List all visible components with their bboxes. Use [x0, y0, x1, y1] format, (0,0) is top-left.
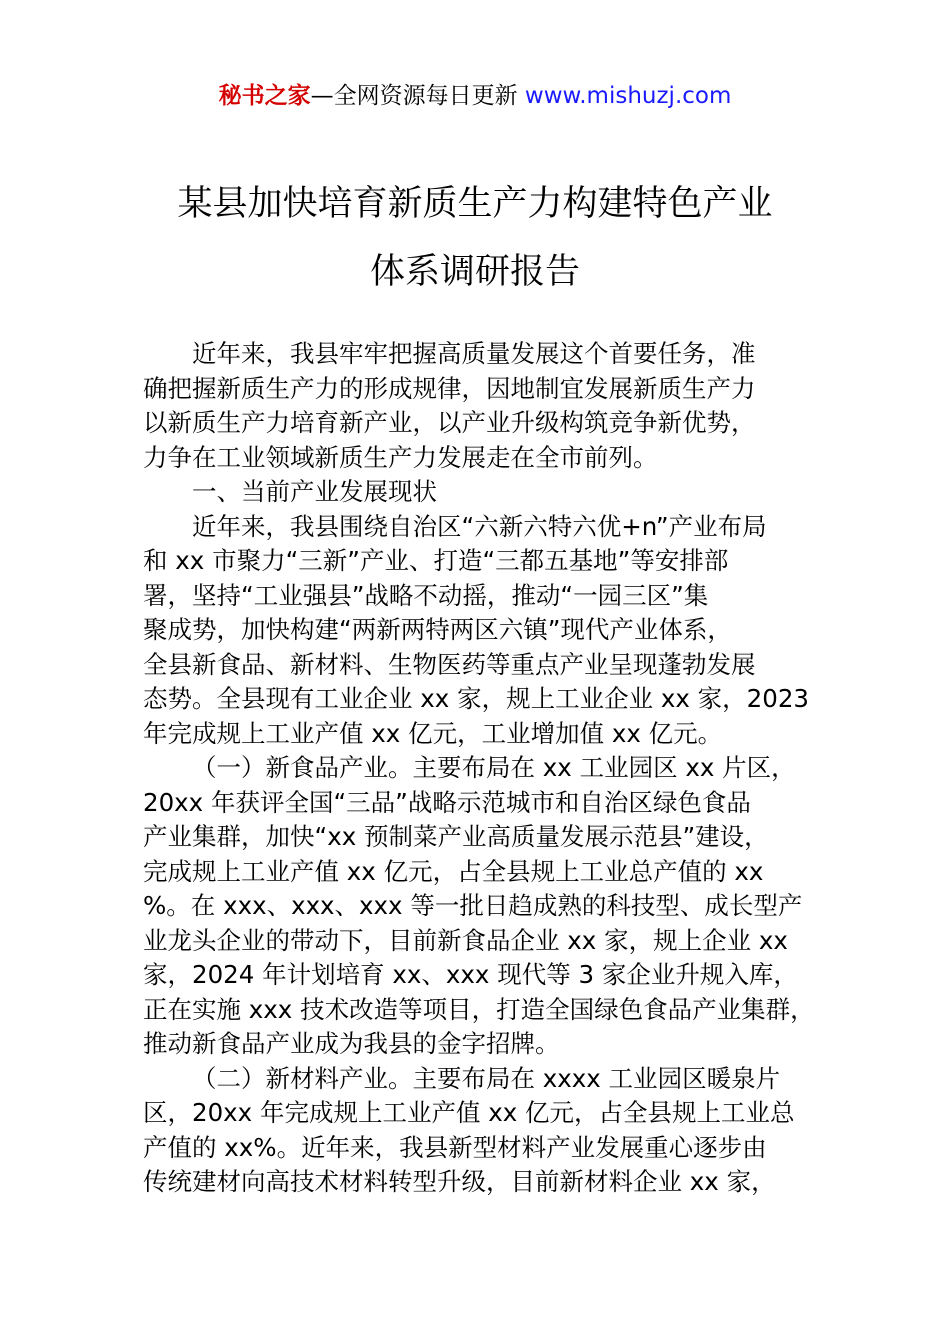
document-title-line-1: 某县加快培育新质生产力构建特色产业 — [177, 184, 773, 224]
paragraph-2-line: 近年来，我县围绕自治区“六新六特六优+n”产业布局 — [192, 511, 767, 541]
paragraph-1-line: 确把握新质生产力的形成规律，因地制宜发展新质生产力 — [143, 373, 756, 403]
paragraph-3-line: 产业集群，加快“xx 预制菜产业高质量发展示范县”建设， — [143, 822, 769, 851]
site-brand: 秘书之家 — [218, 83, 311, 109]
paragraph-3-line: %。在 xxx、xxx、xxx 等一批日趋成熟的科技型、成长型产 — [143, 891, 803, 920]
paragraph-3-line: 20xx 年获评全国“三品”战略示范城市和自治区绿色食品 — [143, 787, 751, 817]
paragraph-2-line: 和 xx 市聚力“三新”产业、打造“三都五基地”等安排部 — [143, 546, 729, 575]
paragraph-2-line: 聚成势，加快构建“两新两特两区六镇”现代产业体系， — [143, 615, 732, 644]
paragraph-1-line: 力争在工业领域新质生产力发展走在全市前列。 — [143, 442, 658, 472]
site-banner — [0, 80, 950, 112]
paragraph-4-line: 传统建材向高技术材料转型升级，目前新材料企业 xx 家， — [143, 1167, 776, 1196]
paragraph-4-line: 产值的 xx%。近年来，我县新型材料产业发展重心逐步由 — [143, 1132, 767, 1162]
paragraph-3-line: 完成规上工业产值 xx 亿元，占全县规上工业总产值的 xx — [143, 856, 764, 886]
section-heading-1: 一、当前产业发展现状 — [192, 477, 437, 506]
paragraph-4-line: （二）新材料产业。主要布局在 xxxx 工业园区暖泉片 — [192, 1063, 781, 1093]
site-url-link[interactable]: www.mishuzj.com — [524, 83, 732, 109]
paragraph-2-line: 年完成规上工业产值 xx 亿元，工业增加值 xx 亿元。 — [143, 718, 723, 748]
paragraph-3-line: （一）新食品产业。主要布局在 xx 工业园区 xx 片区， — [192, 753, 796, 782]
paragraph-1-line: 以新质生产力培育新产业，以产业升级构筑竞争新优势， — [143, 408, 756, 437]
paragraph-3-line: 推动新食品产业成为我县的金字招牌。 — [143, 1029, 560, 1058]
paragraph-2-line: 全县新食品、新材料、生物医药等重点产业呈现蓬勃发展 — [143, 649, 756, 679]
paragraph-1-line: 近年来，我县牢牢把握高质量发展这个首要任务，准 — [192, 339, 756, 368]
paragraph-3-line: 家，2024 年计划培育 xx、xxx 现代等 3 家企业升规入库， — [143, 960, 798, 989]
site-slogan: —全网资源每日更新 — [310, 83, 525, 109]
paragraph-3-line: 业龙头企业的带动下，目前新食品企业 xx 家，规上企业 xx — [143, 925, 788, 955]
document-body — [143, 337, 833, 1200]
document-title-line-2: 体系调研报告 — [369, 252, 580, 292]
paragraph-2-line: 署，坚持“工业强县”战略不动摇，推动“一园三区”集 — [143, 580, 709, 610]
paragraph-2-line: 态势。全县现有工业企业 xx 家，规上工业企业 xx 家，2023 — [143, 684, 809, 713]
paragraph-4-line: 区，20xx 年完成规上工业产值 xx 亿元，占全县规上工业总 — [143, 1098, 795, 1127]
paragraph-3-line: 正在实施 xxx 技术改造等项目，打造全国绿色食品产业集群， — [143, 994, 815, 1024]
